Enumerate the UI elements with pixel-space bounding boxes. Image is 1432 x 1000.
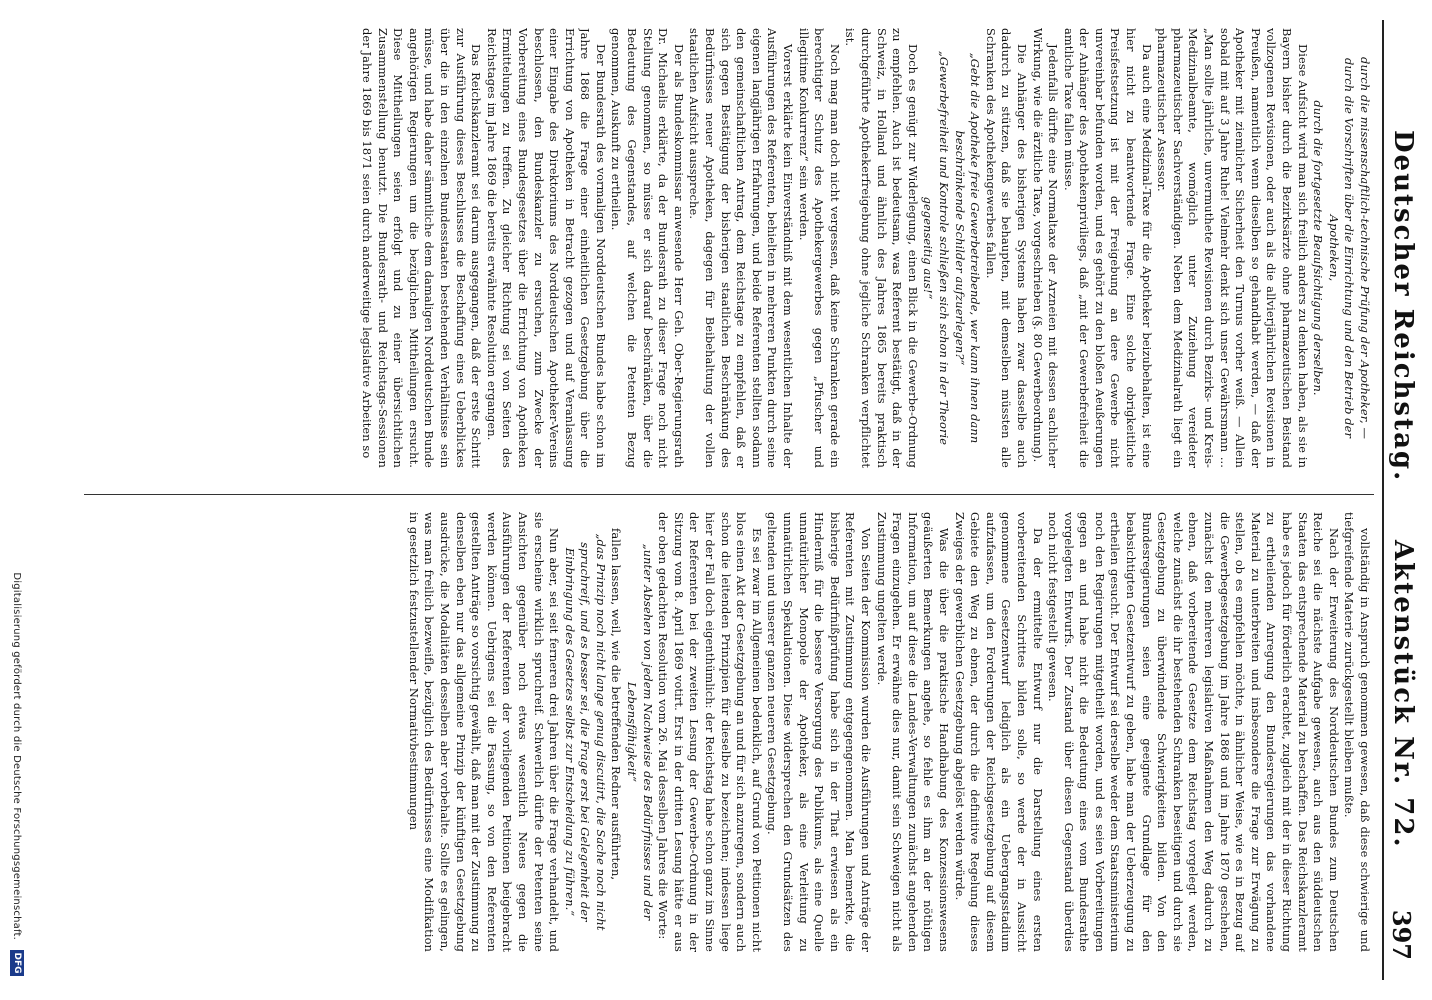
dfg-logo: DFG bbox=[10, 950, 24, 976]
paragraph: Der als Bundeskommissar anwesende Herr Geh. Ober-Regierungsrath Dr. Michaelis erklärte, da der Bundesrath zu dieser Frage noch nicht Stellung genommen, so müsse er sich darauf beschränken, über die Bedeutung des Gegenstandes, auf welchen die Petenten Bezug genommen, Auskunft zu ertheilen. bbox=[609, 28, 686, 468]
paragraph: Jedenfalls dürfte eine Normaltaxe der Arzneien mit dessen sachlicher Wirkung, wie die ärztliche Taxe, vorgeschrieben (§. 80 Gewerbeordnung). bbox=[1030, 28, 1061, 468]
paragraph: „Gewerbefreiheit und Kontrole schließen sich schon in der Theorie gegenseitig aus!“ bbox=[921, 50, 951, 446]
header-center-title: Aktenstück Nr. 72. bbox=[1388, 540, 1418, 849]
paragraph: Die Anhänger des bisherigen Systems haben zwar dasselbe auch dadurch zu stützen, daß sie behaupten, mit demselben müssten alle Schranken des Apothekengewerbes fallen. bbox=[983, 28, 1029, 468]
paragraph: Es sei zwar im Allgemeinen bedenklich, auf Grund von Petitionen nicht blos einen Akt der Gesetzgebung an und für sich anzuregen, sondern auch schon die leitenden Prinzipien für dieselbe zu bezeichnen; indessen liege hier der Fall doch eigenthümlich: der Reichstag habe schon ganz im Sinne der Referenten bei der zweiten Lesung der Gewerbe-Ordnung in der Sitzung vom 8. April 1869 votirt. Erst in der dritten Lesung hätte er aus der oben gedachten Resolution vom 26. Mai desselben Jahres die Worte: bbox=[656, 512, 764, 952]
paragraph: Doch es genügt zur Widerlegung, einen Blick in die Gewerbe-Ordnung zu empfehlen. Auch ist bedeutsam, was Referent bestätigt, daß in der Schweiz, in Holland und ähnlich des Jahres 1865 bereits praktisch durchgeführte Apothekerfreigebung ohne jegliche Schranken verpflichtet ist. bbox=[843, 28, 920, 468]
page-header bbox=[1382, 20, 1424, 980]
paragraph: Das Reichskanzleramt sei darum ausgegangen, daß der erste Schritt zur Ausführung dieses Beschlusses die Beschaffung eines Ueberblickes über die in den einzelnen Bundesstaaten bestehenden Verhältnisse sein müsse, und habe daher sämmtliche dem damaligen Norddeutschen Bunde angehörigen Regierungen um die bezüglichen Mittheilungen ersucht. Diese Mittheilungen seien erfolgt und zu einer übersichtlichen Zusammenstellung benutzt. Die Bundesrath- und Reichstags-Sessionen der Jahre 1869 bis 1871 seien durch anderweitige legislative Arbeiten so bbox=[360, 28, 484, 468]
paragraph: fallen lassen, weil, wie die betreffenden Redner ausführten, bbox=[609, 528, 624, 881]
page-number: 397 bbox=[1387, 909, 1416, 960]
paragraph: Der Bundesrath des vormaligen Norddeutschen Bundes habe schon im Jahre 1868 die Frage einer einheitlichen Gesetzgebung über die Errichtung von Apotheken in Betracht gezogen und auf Veranlassung einer Eingabe des Direktoriums des Norddeutschen Apotheker-Vereins beschlossen, den Bundeskanzler zu ersuchen, zum Zwecke der Vorbereitung eines Bundesgesetzes über die Errichtung von Apotheken Ermittelungen zu treffen. Zu gleicher Richtung sei von Seiten des Reichstages im Jahre 1869 die bereits erwähnte Resolution ergangen. bbox=[484, 28, 608, 468]
paragraph: vollständig in Anspruch genommen gewesen, daß diese schwierige und tiefgreifende Materie zurückgestellt bleiben mußte. bbox=[1342, 512, 1372, 952]
left-column bbox=[92, 28, 1372, 468]
column-divider bbox=[84, 494, 1374, 495]
paragraph: Was die über die praktische Handhabung des Konzessionswesens geäußerten Bemerkungen angehe, so fehle es ihm an der nöthigen Information, um auf diese die Landes-Verwaltungen zunächst angehenden Fragen einzugehen. Er erwähne dies nur, damit sein Schweigen nicht als Zustimmung ungelten werde. bbox=[874, 512, 951, 952]
paragraph: Von Seiten der Kommission wurden die Ausführungen und Anträge der Referenten mit Zustimmung entgegengenommen. Man bemerkte, die bisherige Bedürfnißprüfung habe sich in der That erwiesen als ein Hinderniß für die bessere Versorgung des Publikums, als eine Quelle unnatürlicher Monopole der Apotheker, als eine Verleitung zu unnatürlichen Spekulationen. Diese widersprechen den Grundsätzen des geltenden und unserer ganzen neueren Gesetzgebung. bbox=[765, 512, 873, 952]
paragraph: Noch mag man doch nicht vergessen, daß keine Schranken gerade ein berechtigter Schutz des Apothekergewerbes gegen „Pfuscher und illegitime Konkurrenz“ sein werden. bbox=[796, 28, 842, 468]
paragraph: durch die Vorschriften über die Einrichtung und den Betrieb der Apotheken, bbox=[1326, 57, 1357, 439]
paragraph: Da der ermittelte Entwurf nur die Darstellung eines ersten vorbereitenden Schrittes bilden solle, so werde der in Aussicht genommene Gesetzentwurf lediglich als ein Uebergangsstadium aufzufassen, um den Forderungen der Reichsgesetzgebung auf diesem Gebiete den Weg zu ebnen, der durch die definitive Regelung dieses Zweiges der gewerblichen Gesetzgebung abgelöst werden würde. bbox=[952, 512, 1045, 952]
scanned-document bbox=[4, 20, 1424, 980]
paragraph: durch die fortgesetzte Beaufsichtigung derselben. bbox=[1311, 100, 1326, 396]
paragraph: durch die missenschaftlich-technische Prüfung der Apotheker, — bbox=[1358, 57, 1372, 439]
paragraph: Da auch eine Medizinal-Taxe für die Apotheker beizubehalten, ist eine hier nicht zu beantwortende Frage. Eine solche obrigkeitliche Preisfestsetzung ist mit der Freigebung an dere Gewerbe nicht unvereinbar befunden worden, und es gehört zu den bloßen Aeußerungen der Anhänger des Apothekenpriviliegs, daß „mit der Gewerbefreiheit die amtliche Taxe fallen müsse. bbox=[1061, 28, 1154, 468]
right-column bbox=[92, 512, 1372, 952]
paragraph: Nach der Erweiterung des Norddeutschen Bundes zum Deutschen Reiche sei die nächste Aufgabe gewesen, auch aus den süddeutschen Staaten das entsprechende Material zu beschaffen. Das Reichskanzleramt habe es jedoch für förderlich erachtet, zugleich mit der in dieser Richtung zu ertheilenden Anregung den Bundesregierungen das vorhandene Material zu unterbreiten und insbesondere die Frage zur Erwägung zu stellen, ob es empfehlen möchte, in ähnlicher Weise, wie es in Bezug auf die Gewerbegesetzgebung im Jahre 1868 und im Jahre 1870 geschehen, zunächst den mehreren legislativen Maßnahmen den Weg dadurch zu ebnen, daß vorbereitende Gesetze dem Reichstag vorgelegt werden, welche zunächst die ihr bestehenden Schranken beseitigen und durch sie Gesetzgebung zu überwindende Schwierigkeiten bilden. Von den Bundesregierungen seien eine geeignete Grundlage für den beabsichtigten Gesetzentwurf zu geben, habe man der Ueberzeugung zu ertheilen gesucht. Der Entwurf sei derselbe weder dem Staatsministerium noch den Regierungen mitgetheilt worden, und es seien Vorbereitungen gegen an und habe nicht die Bedeutung eines vom Bundesrathe vorgelegten Entwurfs. Der Zustand über diesen Gegenstand überdies noch nicht festgestellt gewesen. bbox=[1046, 512, 1341, 952]
paragraph: Vorerst erklärte kein Einverständniß mit dem wesentlichen Inhalte der Ausführungen des Referenten, behielten in mehreren Punkten durch seine eigenen langjährigen Erfahrungen, und beide Referenten stellten sodann den gemeinschaftlichen Antrag, dem Reichstage zu empfehlen, daß er sich gegen Bestätigung der bisherigen staatlichen Beschränkung des Bedürfnisses neuer Apotheken, dagegen für Beibehaltung der vollen staatlichen Aufsicht ausspreche. bbox=[687, 28, 796, 468]
paragraph: Nun aber, sei seit ferneren drei Jahren über die Frage verhandelt, und sie erscheine wirklich spruchreif. Schwerlich dürfte der Petenten seine Ansichten gegenüber noch etwas wesentlich Neues gegen die Ausführungen der Referenten der vorliegenden Petitionen beigebracht werden können. Uebrigens sei die Fassung, so von den Referenten gestellten Anträge so vorsichtig gewählt, daß man mit der Zustimmung zu denselben eben nur das allgemeine Prinzip der künftigen Gesetzgebung ausdrücke, die Modalitäten desselben aber vorbehalte. Sollte es gelingen, was man freilich bezweifle, bezüglich des Bedürfnisses eine Modifikation in gesetzlich festzustellender Normativbestimmungen bbox=[406, 512, 562, 952]
quoted-phrase: „unter Absehen von jedem Nachweise des Bedürfnisses und der Lebensfähigkeit“ bbox=[625, 543, 655, 921]
page-footer bbox=[4, 20, 26, 980]
digitization-credit: Digitalisierung gefördert durch die Deutsche Forschungsgemeinschaft. bbox=[11, 572, 22, 940]
paragraph: „Gebt die Apotheke freie Gewerbetreibende, wer kann ihnen dann beschränkende Schilder aufzuerlegen?“ bbox=[952, 52, 983, 444]
paragraph: Diese Aufsicht wird man sich freilich anders zu denken haben, als sie in Bayern bisher durch die Bezirksärzte ohne pharmazeutischen Beistand vollzogenen Revisionen, oder auch als die allvierjährlichen Revisionen in Preußen, namentlich wenn dieselben so gehandhabt werden, — daß der Apotheker mit ziemlicher Sicherheit den Turnus vorher weiß. — Allein sobald mit auf 3 Jahre Ruhe! Vielmehr denkt sich unser Gewährsmann ... „Man sollte jährliche, unvermuthete Revisionen durch Bezirks- und Kreis-Medizinalbeamte, womöglich unter Zuziehung vereideter pharmazeutischer Sachverständigen. Neben dem Medizinalrath liegt ein pharmazeutischer Assessor. bbox=[1155, 28, 1310, 468]
header-left-title: Deutscher Reichstag. bbox=[1388, 130, 1418, 483]
quoted-phrase: „das Prinzip noch nicht lange genug discutirt, die Sache noch nicht spruchreif, und es besser sei, die Frage erst bei Gelegenheit der Einbringung des Gesetzes selbst zur Entscheidung zu führen.“ bbox=[562, 533, 608, 931]
